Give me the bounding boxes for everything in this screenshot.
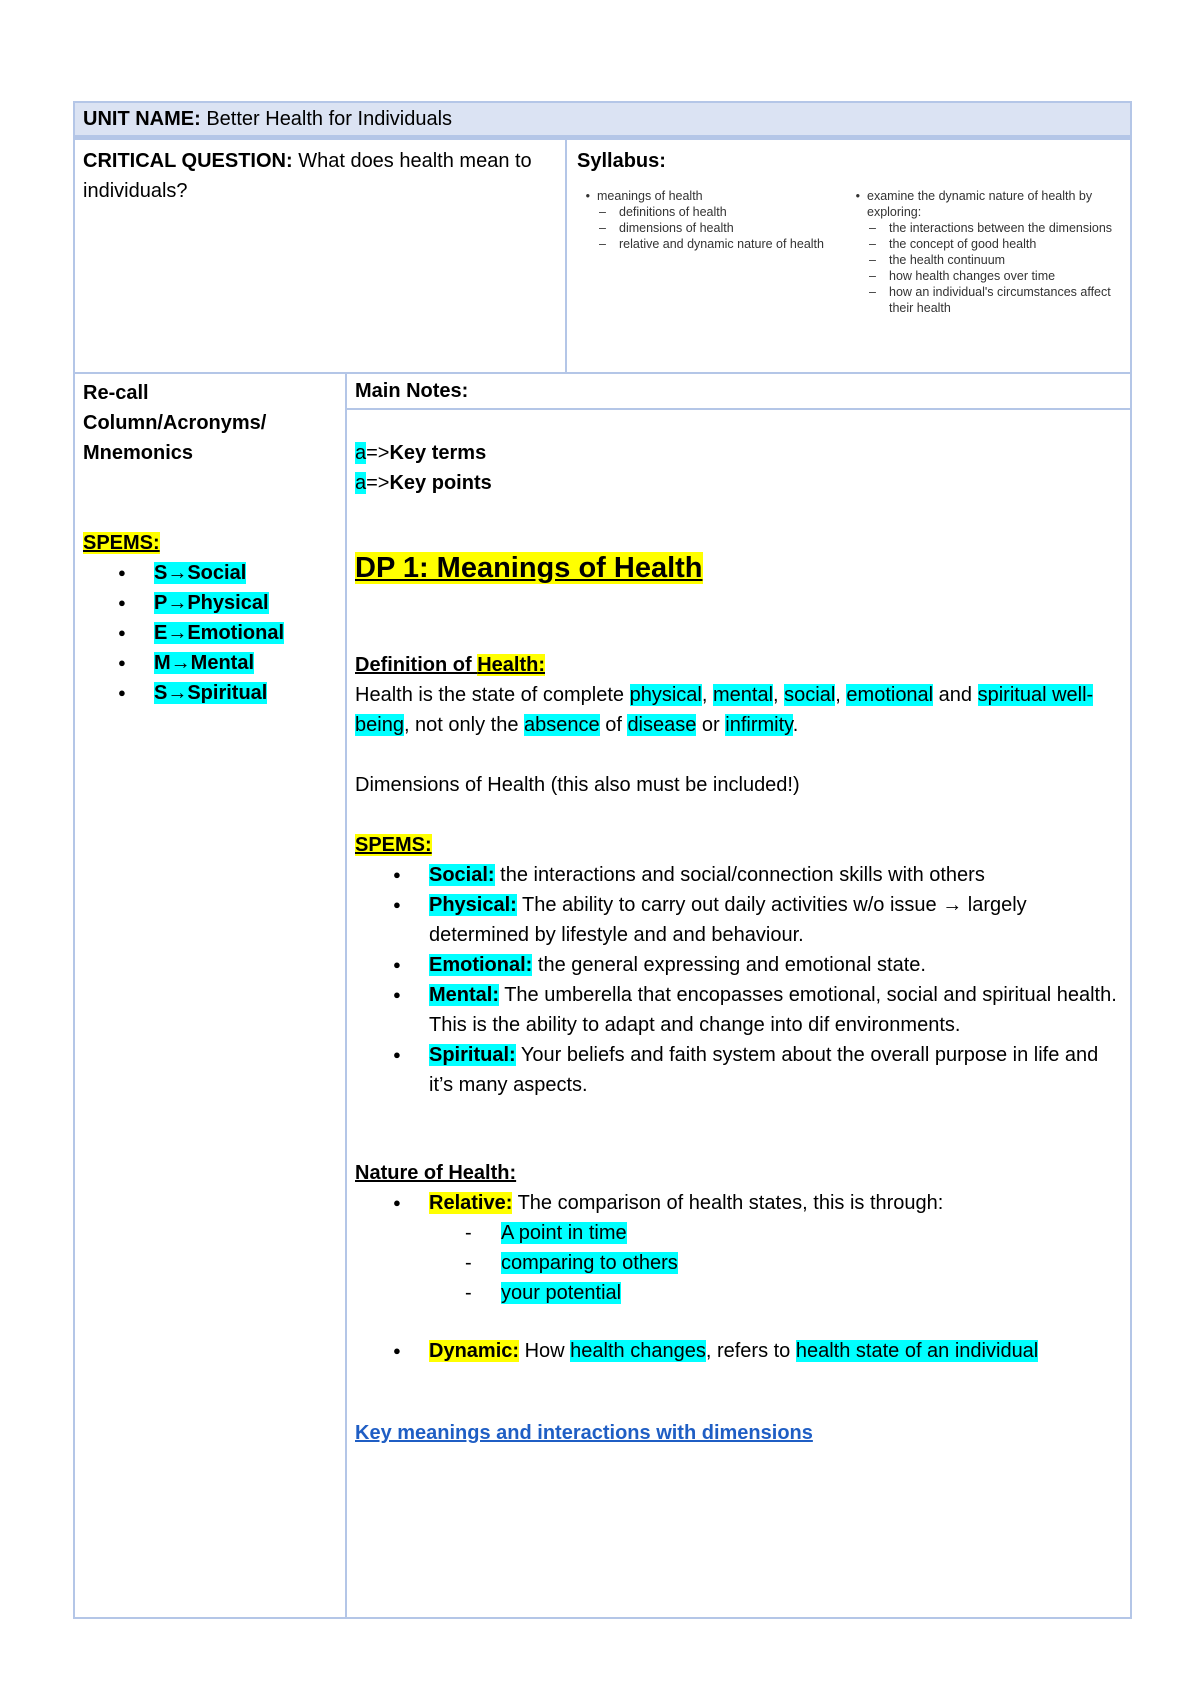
spems-item-text: P→Physical: [154, 592, 269, 614]
spems-item: [118, 618, 337, 648]
recall-title-2: Column/Acronyms/: [83, 412, 267, 434]
def-term: mental: [712, 684, 774, 706]
legend-arrow: =>: [366, 472, 390, 494]
def-term: disease: [627, 714, 697, 736]
notes-table: [73, 101, 1132, 1619]
dimension-text: The umberella that encopasses emotional, social and spiritual health. This is the ability to adapt and change into dif environments.: [429, 984, 1117, 1036]
dimension-item: [393, 890, 1122, 950]
legend-arrow: =>: [366, 442, 390, 464]
dimension-text: the interactions and social/connection skills with others: [494, 864, 985, 886]
definition-heading: [355, 650, 1122, 680]
nature-term: health state of an individual: [795, 1340, 1039, 1362]
def-term: absence: [524, 714, 600, 736]
recall-title-1: Re-call: [83, 382, 149, 404]
recall-title-3: Mnemonics: [83, 442, 194, 464]
def-text: ,: [835, 684, 847, 706]
recall-column: [75, 374, 347, 1617]
relative-subitem: [465, 1278, 1122, 1308]
nature-term: health changes: [570, 1340, 706, 1362]
spems-item-text: S→Social: [154, 562, 247, 584]
legend-terms-label: Key terms: [389, 442, 487, 464]
syllabus-subpoint: – how an individual's circumstances affect their health: [889, 284, 1117, 316]
def-text: of: [599, 714, 628, 736]
definition-text: [355, 680, 1122, 740]
relative-subitem-text: your potential: [501, 1282, 622, 1304]
syllabus-subpoint: – the concept of good health: [889, 236, 1117, 252]
notes-page: [73, 101, 1132, 1619]
main-notes-column: [347, 374, 1130, 1617]
syllabus-col-2: [847, 188, 1117, 316]
syllabus-columns: [577, 188, 1120, 316]
dimension-item: [393, 1040, 1122, 1100]
unit-label: UNIT NAME:: [83, 108, 201, 130]
nature-key: Relative:: [429, 1192, 513, 1214]
critical-question-cell: [75, 140, 567, 372]
def-text: , not only the: [403, 714, 525, 736]
def-term: social: [784, 684, 836, 706]
nature-list-dynamic: [355, 1336, 1122, 1366]
def-text: ,: [773, 684, 785, 706]
def-text: or: [696, 714, 726, 736]
nature-item-relative: [393, 1188, 1122, 1218]
spems-item: [118, 558, 337, 588]
nature-text: The comparison of health states, this is through:: [512, 1192, 944, 1214]
main-notes-heading: Main Notes:: [347, 374, 1130, 410]
dimension-key: Spiritual:: [429, 1044, 516, 1066]
relative-subitem-text: A point in time: [501, 1222, 627, 1244]
dimension-key: Mental:: [429, 984, 499, 1006]
relative-subitem-text: comparing to others: [501, 1252, 678, 1274]
dimension-key: Physical:: [429, 894, 517, 916]
def-term: infirmity: [725, 714, 793, 736]
syllabus-point: [597, 188, 847, 252]
critical-label: CRITICAL QUESTION:: [83, 150, 293, 172]
spems-item-text: M→Mental: [154, 652, 254, 674]
dp-title: DP 1: Meanings of Health: [355, 552, 703, 584]
syllabus-point: [867, 188, 1117, 316]
syllabus-cell: [567, 140, 1130, 372]
legend-key-points: [355, 468, 1122, 498]
unit-name-row: [75, 103, 1130, 140]
dimension-text: Your beliefs and faith system about the overall purpose in life and it’s many aspects.: [429, 1044, 1099, 1096]
legend-key-terms: [355, 438, 1122, 468]
dimensions-text: Dimensions of Health (this also must be included!): [355, 774, 800, 796]
def-text: ,: [701, 684, 713, 706]
dimension-item: [393, 980, 1122, 1040]
notes-row: [75, 374, 1130, 1617]
nature-key: Dynamic:: [429, 1340, 520, 1362]
unit-value: Better Health for Individuals: [206, 108, 453, 130]
relative-subitem: [465, 1248, 1122, 1278]
def-text: and: [933, 684, 978, 706]
nature-text: How: [519, 1340, 571, 1362]
relative-subitem: [465, 1218, 1122, 1248]
def-term: emotional: [846, 684, 934, 706]
critical-value: What does health mean to individuals?: [83, 150, 532, 202]
dimension-text: The ability to carry out daily activities w/o issue → largely determined by lifestyle and and behaviour.: [429, 894, 1027, 946]
spems-item-text: S→Spiritual: [154, 682, 268, 704]
legend-swatch-cyan: a: [355, 442, 367, 464]
definition-label-health: Health:: [477, 654, 545, 676]
spems-item-text: E→Emotional: [154, 622, 285, 644]
syllabus-title: Syllabus:: [577, 150, 666, 172]
def-text: .: [792, 714, 799, 736]
def-term: physical: [629, 684, 702, 706]
nature-heading: Nature of Health:: [355, 1162, 517, 1184]
dimension-key: Emotional:: [429, 954, 533, 976]
dimension-item: [393, 860, 1122, 890]
syllabus-subpoint: – relative and dynamic nature of health: [619, 236, 847, 252]
syllabus-point-text: meanings of health: [597, 189, 703, 203]
syllabus-point-text: examine the dynamic nature of health by exploring:: [867, 189, 1093, 219]
spems-item: [118, 588, 337, 618]
def-text: Health is the state of complete: [355, 684, 630, 706]
dimension-text: the general expressing and emotional state.: [532, 954, 926, 976]
nature-text: , refers to: [705, 1340, 796, 1362]
syllabus-subpoint: – definitions of health: [619, 204, 847, 220]
key-meanings-link[interactable]: Key meanings and interactions with dimensions: [355, 1422, 813, 1444]
spems-item: [118, 678, 337, 708]
definition-label: Definition of: [355, 654, 478, 676]
legend-points-label: Key points: [389, 472, 492, 494]
relative-sublist: [355, 1218, 1122, 1308]
dimension-item: [393, 950, 1122, 980]
syllabus-subpoint: – the health continuum: [889, 252, 1117, 268]
legend-swatch-cyan: a: [355, 472, 367, 494]
syllabus-subpoint: – how health changes over time: [889, 268, 1117, 284]
nature-list: [355, 1188, 1122, 1218]
recall-spems-list: [83, 558, 337, 708]
dimension-key: Social:: [429, 864, 495, 886]
question-syllabus-row: [75, 140, 1130, 374]
syllabus-subpoint: – the interactions between the dimensions: [889, 220, 1117, 236]
dimensions-list: [355, 860, 1122, 1100]
spems-label: SPEMS:: [355, 834, 432, 856]
def-term: spiritual well-being: [355, 684, 1094, 736]
nature-item-dynamic: [393, 1336, 1122, 1366]
syllabus-col-1: [577, 188, 847, 316]
syllabus-subpoint: – dimensions of health: [619, 220, 847, 236]
spems-item: [118, 648, 337, 678]
main-notes-body: [347, 410, 1130, 1448]
recall-spems-label: SPEMS:: [83, 532, 160, 554]
